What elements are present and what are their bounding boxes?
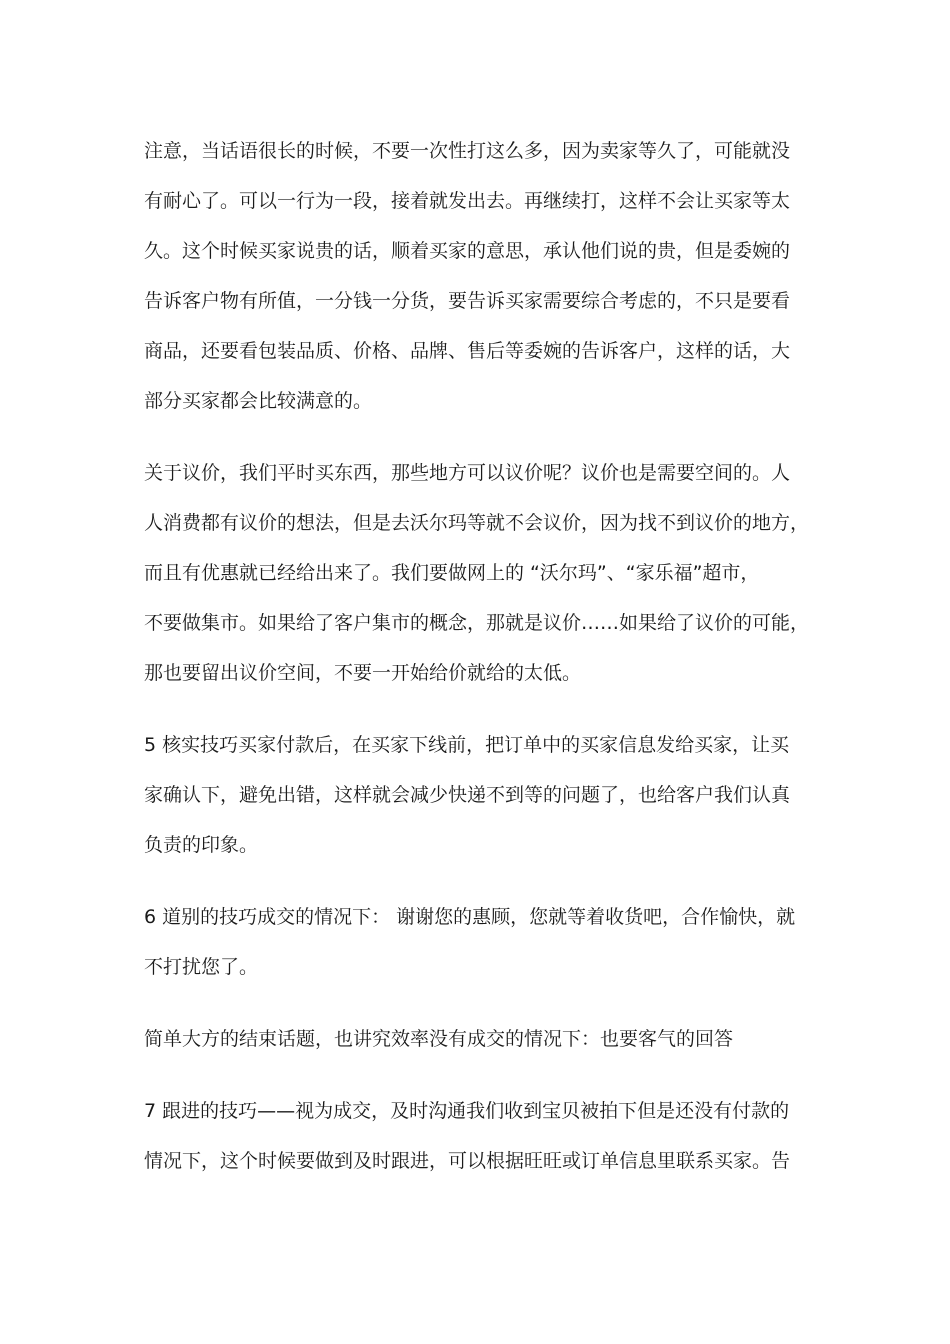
paragraph-gap bbox=[144, 430, 816, 452]
paragraph-gap bbox=[144, 702, 816, 724]
text-line: 注意，当话语很长的时候，不要一次性打这么多，因为卖家等久了，可能就没 bbox=[144, 140, 791, 162]
paragraph-gap bbox=[144, 1068, 816, 1090]
paragraph-follow-up-tips bbox=[144, 1090, 816, 1190]
paragraph-verification-tips bbox=[144, 724, 816, 874]
text-line: 告诉客户物有所值，一分钱一分货，要告诉买家需要综合考虑的，不只是要看 bbox=[144, 290, 791, 312]
text-line: 那也要留出议价空间，不要一开始给价就给的太低。 bbox=[144, 662, 582, 684]
text-line: 简单大方的结束话题，也讲究效率没有成交的情况下：也要客气的回答 bbox=[144, 1028, 734, 1050]
text-line: 人消费都有议价的想法，但是去沃尔玛等就不会议价，因为找不到议价的地方， bbox=[144, 512, 810, 534]
text-line: 而且有优惠就已经给出来了。我们要做网上的 “沃尔玛”、“家乐福”超市， bbox=[144, 562, 760, 584]
text-line: 商品，还要看包装品质、价格、品牌、售后等委婉的告诉客户，这样的话，大 bbox=[144, 340, 791, 362]
text-line: 不要做集市。如果给了客户集市的概念，那就是议价……如果给了议价的可能， bbox=[144, 612, 810, 634]
paragraph-closing-topic bbox=[144, 1018, 816, 1068]
text-line: 7 跟进的技巧——视为成交，及时沟通我们收到宝贝被拍下但是还没有付款的 bbox=[144, 1100, 790, 1122]
paragraph-gap bbox=[144, 996, 816, 1018]
text-line: 久。这个时候买家说贵的话，顺着买家的意思，承认他们说的贵，但是委婉的 bbox=[144, 240, 791, 262]
paragraph-haggling-tips bbox=[144, 130, 816, 430]
text-line: 6 道别的技巧成交的情况下： 谢谢您的惠顾，您就等着收货吧，合作愉快，就 bbox=[144, 906, 796, 928]
text-line: 情况下，这个时候要做到及时跟进，可以根据旺旺或订单信息里联系买家。告 bbox=[144, 1150, 791, 1172]
text-line: 不打扰您了。 bbox=[144, 956, 259, 978]
text-line: 5 核实技巧买家付款后，在买家下线前，把订单中的买家信息发给买家，让买 bbox=[144, 734, 790, 756]
paragraph-gap bbox=[144, 874, 816, 896]
text-line: 负责的印象。 bbox=[144, 834, 259, 856]
paragraph-bargaining bbox=[144, 452, 816, 702]
text-line: 关于议价，我们平时买东西，那些地方可以议价呢？议价也是需要空间的。人 bbox=[144, 462, 791, 484]
document-body bbox=[144, 130, 816, 1190]
text-line: 有耐心了。可以一行为一段，接着就发出去。再继续打，这样不会让买家等太 bbox=[144, 190, 791, 212]
paragraph-farewell-tips bbox=[144, 896, 816, 996]
text-line: 家确认下，避免出错，这样就会减少快递不到等的问题了，也给客户我们认真 bbox=[144, 784, 791, 806]
text-line: 部分买家都会比较满意的。 bbox=[144, 390, 373, 412]
